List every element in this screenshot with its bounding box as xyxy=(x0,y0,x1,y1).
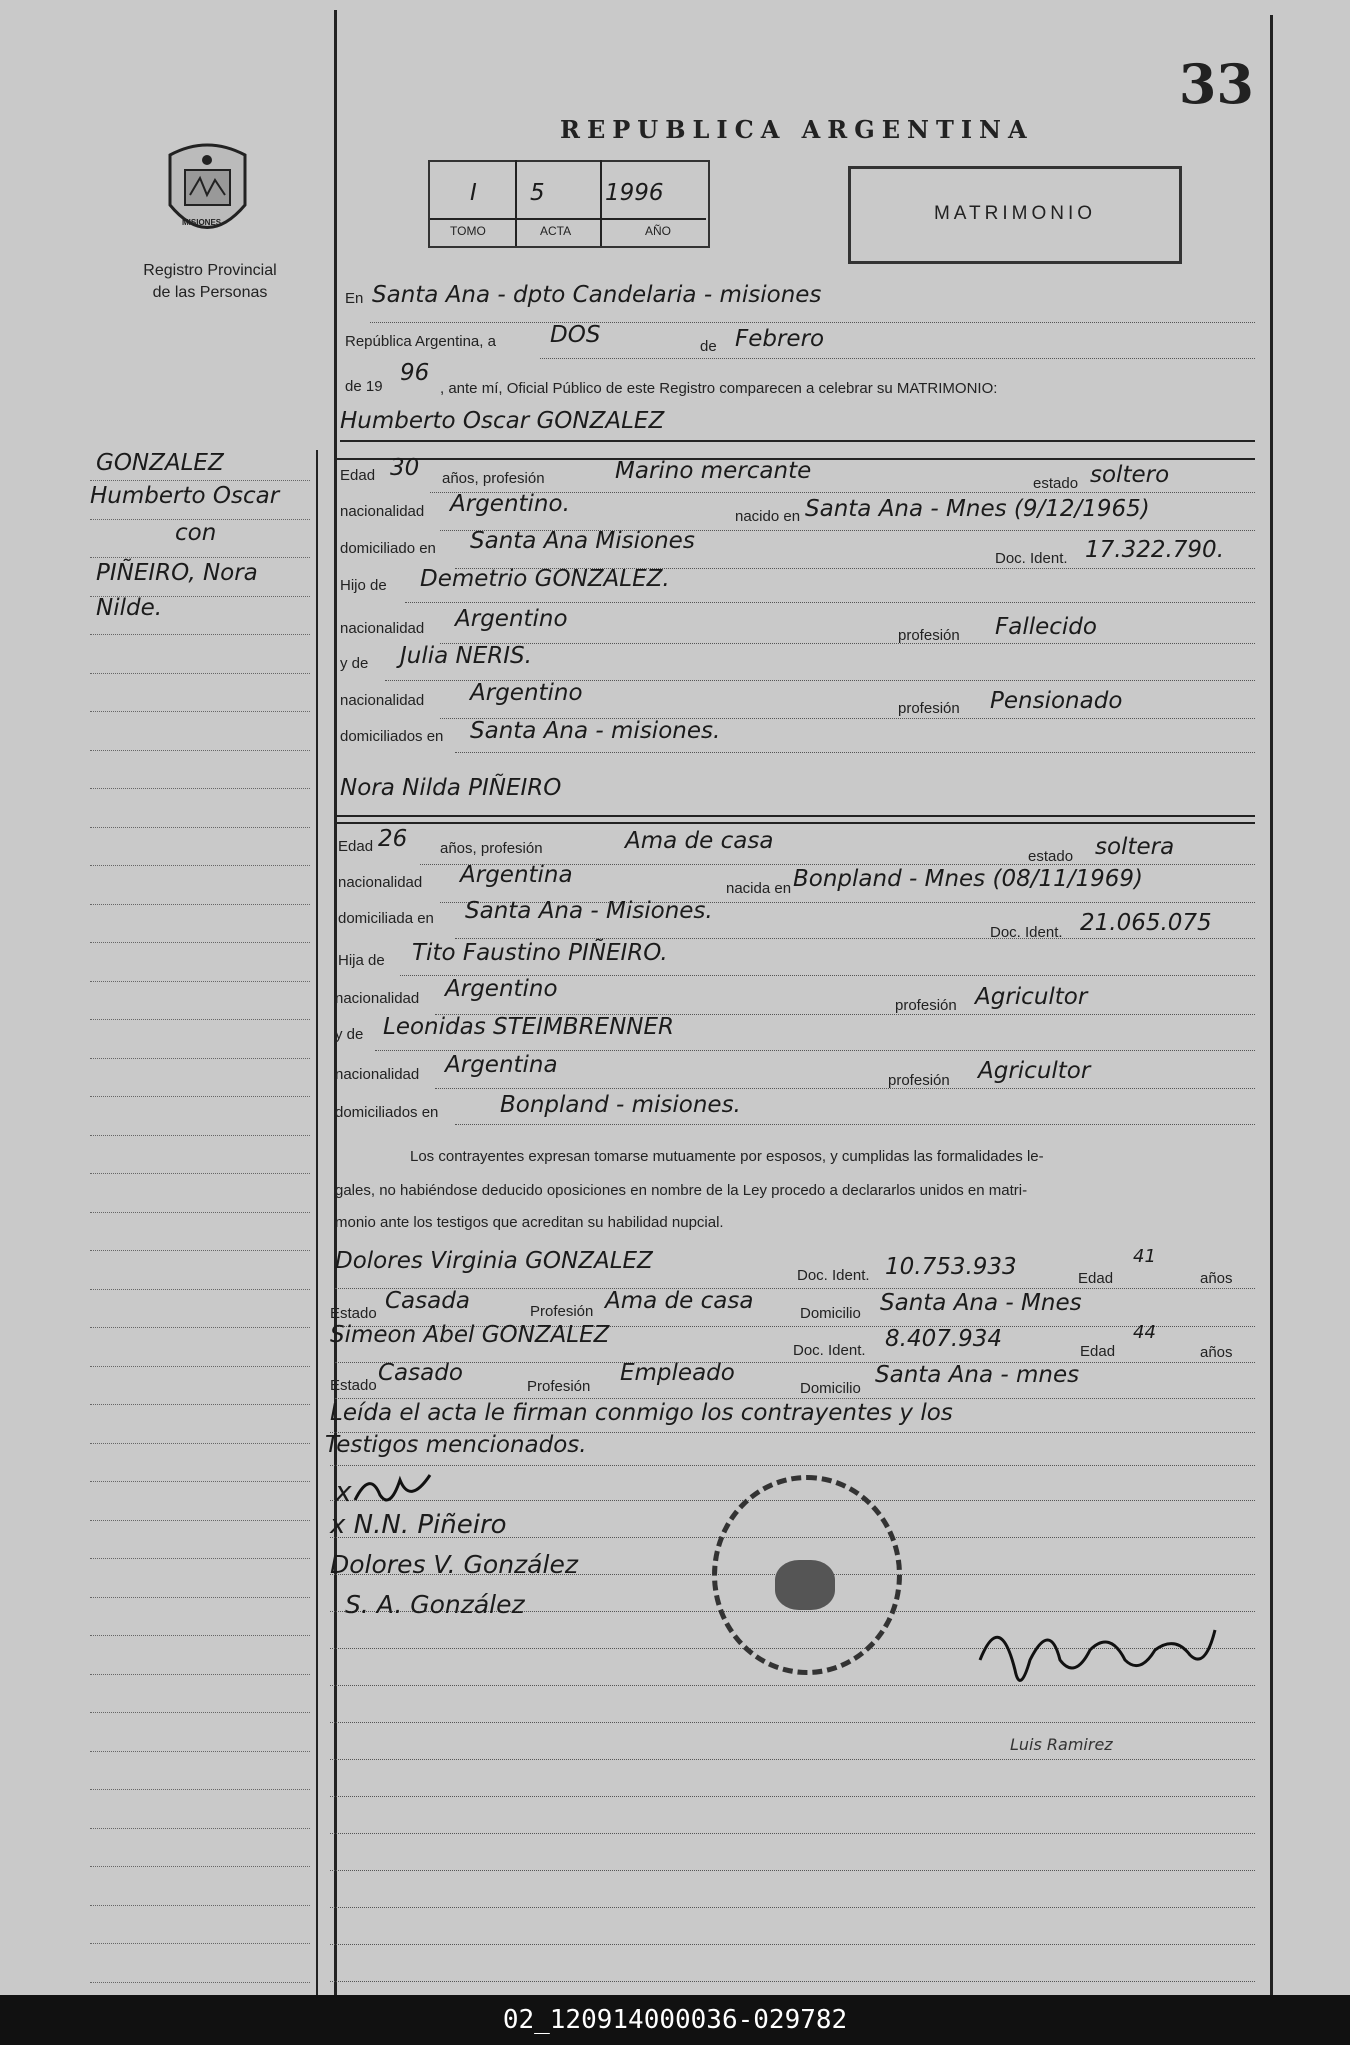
registry-line-2: de las Personas xyxy=(152,284,268,301)
witness-2-profesion: Empleado xyxy=(620,1360,735,1386)
groom-father-prof: Fallecido xyxy=(995,614,1097,640)
groom-nacido: Santa Ana - Mnes (9/12/1965) xyxy=(805,496,1150,522)
closing-line-2: Testigos mencionados. xyxy=(325,1432,587,1458)
groom-profesion: Marino mercante xyxy=(615,458,812,484)
bride-section-line xyxy=(334,822,1255,824)
bride-profesion-label: años, profesión xyxy=(440,840,543,857)
bride-estado-label: estado xyxy=(1028,848,1074,865)
groom-domicilio: Santa Ana Misiones xyxy=(470,528,695,554)
margin-rule xyxy=(90,519,310,520)
margin-rule xyxy=(90,711,310,712)
rule xyxy=(455,752,1255,753)
bride-nacionalidad: Argentina xyxy=(460,862,573,888)
margin-rule xyxy=(90,480,310,481)
signature-bride: x N.N. Piñeiro xyxy=(330,1510,507,1540)
witness-2-prof-label: Profesión xyxy=(527,1378,591,1395)
groom-nacionalidad: Argentino. xyxy=(450,491,570,517)
margin-rule xyxy=(90,750,310,751)
rule xyxy=(330,1465,1255,1466)
bride-mother-prof-label: profesión xyxy=(888,1072,950,1089)
bride-father-prof-label: profesión xyxy=(895,997,957,1014)
bride-name: Nora Nilda PIÑEIRO xyxy=(340,775,562,801)
margin-rule xyxy=(90,1173,310,1174)
margin-rule xyxy=(90,1443,310,1444)
signature-groom: x xyxy=(335,1475,352,1508)
record-box-divider-1 xyxy=(515,160,517,246)
groom-name-line xyxy=(340,440,1255,442)
bride-father: Tito Faustino PIÑEIRO. xyxy=(412,940,668,966)
signature-rule xyxy=(330,1981,1255,1982)
witness-2-domicilio: Santa Ana - mnes xyxy=(875,1362,1080,1388)
bride-mother-nac-label: nacionalidad xyxy=(335,1066,420,1083)
signature-witness-2: S. A. González xyxy=(345,1590,525,1619)
bride-parents-dom: Bonpland - misiones. xyxy=(500,1092,741,1118)
groom-mother-nac-label: nacionalidad xyxy=(340,692,425,709)
signature-rule xyxy=(330,1796,1255,1797)
bride-mother-prof: Agricultor xyxy=(978,1058,1091,1084)
margin-rule xyxy=(90,788,310,789)
witness-1-doc-label: Doc. Ident. xyxy=(797,1267,870,1284)
rule xyxy=(335,1362,1255,1363)
image-code-bar: 02_120914000036-029782 xyxy=(0,1995,1350,2045)
rule xyxy=(540,358,1255,359)
margin-rule xyxy=(90,1289,310,1290)
margin-rule xyxy=(90,1789,310,1790)
tomo-value: I xyxy=(470,180,477,206)
groom-edad-label: Edad xyxy=(340,467,376,484)
groom-mother-prof-label: profesión xyxy=(898,700,960,717)
official-signature xyxy=(960,1600,1230,1710)
rule xyxy=(405,602,1255,603)
margin-rule xyxy=(90,827,310,828)
record-box-divider-2 xyxy=(600,160,602,246)
margin-note-line-3: con xyxy=(175,520,217,546)
margin-note-line-1: GONZALEZ xyxy=(96,450,224,476)
margin-rule xyxy=(90,1058,310,1059)
margin-rule xyxy=(90,1250,310,1251)
witness-1-edad: 41 xyxy=(1133,1246,1156,1267)
intro-day: DOS xyxy=(550,322,601,348)
margin-rule xyxy=(90,1404,310,1405)
tomo-label: TOMO xyxy=(450,224,486,238)
groom-mother-prof: Pensionado xyxy=(990,688,1123,714)
acta-value: 5 xyxy=(530,180,545,206)
left-inner-line xyxy=(316,450,318,1995)
groom-nac-label: nacionalidad xyxy=(340,503,425,520)
right-border-line xyxy=(1270,15,1273,1995)
bride-edad: 26 xyxy=(378,826,408,852)
margin-rule xyxy=(90,1712,310,1713)
rule xyxy=(435,1088,1255,1089)
country-title: REPUBLICA ARGENTINA xyxy=(560,115,1034,144)
margin-rule xyxy=(90,1212,310,1213)
witness-2-dom-label: Domicilio xyxy=(800,1380,861,1397)
intro-de-label: de xyxy=(700,338,717,355)
intro-en-label: En xyxy=(345,290,364,307)
margin-note-line-2: Humberto Oscar xyxy=(90,483,280,509)
groom-father: Demetrio GONZALEZ. xyxy=(420,566,670,592)
official-seal-center xyxy=(775,1560,835,1610)
bride-doc-label: Doc. Ident. xyxy=(990,924,1063,941)
bride-profesion: Ama de casa xyxy=(625,828,774,854)
signature-rule xyxy=(330,1870,1255,1871)
rule xyxy=(455,938,1255,939)
margin-note-line-5: Nilde. xyxy=(96,595,163,621)
margin-rule xyxy=(90,673,310,674)
signature-rule xyxy=(330,1722,1255,1723)
margin-rule xyxy=(90,1751,310,1752)
margin-rule xyxy=(90,1558,310,1559)
groom-father-nac: Argentino xyxy=(455,606,568,632)
bride-father-nac-label: nacionalidad xyxy=(335,990,420,1007)
rule xyxy=(335,1398,1255,1399)
bride-yde-label: y de xyxy=(335,1026,364,1043)
official-signature-name: Luis Ramirez xyxy=(1010,1735,1113,1754)
intro-statement: , ante mí, Oficial Público de este Registro comparecen a celebrar su MATRIMONIO: xyxy=(440,380,998,397)
declaration-line-1: Los contrayentes expresan tomarse mutuamente por esposos, y cumplidas las formalidades le- xyxy=(410,1148,1044,1165)
margin-rule xyxy=(90,1096,310,1097)
groom-dom-label: domiciliado en xyxy=(340,540,436,557)
witness-2-name: Simeon Abel GONZALEZ xyxy=(330,1322,610,1348)
bride-nac-label: nacionalidad xyxy=(338,874,423,891)
rule xyxy=(440,643,1255,644)
intro-place: Santa Ana - dpto Candelaria - misiones xyxy=(372,282,822,308)
groom-estado: soltero xyxy=(1090,462,1170,488)
margin-note-line-4: PIÑEIRO, Nora xyxy=(96,560,258,586)
bride-name-line xyxy=(334,815,1255,817)
witness-1-name: Dolores Virginia GONZALEZ xyxy=(335,1248,653,1274)
signature-rule xyxy=(330,1759,1255,1760)
groom-estado-label: estado xyxy=(1033,475,1079,492)
witness-2-doc: 8.407.934 xyxy=(885,1326,1003,1352)
bride-edad-label: Edad xyxy=(338,838,374,855)
margin-rule xyxy=(90,1520,310,1521)
closing-line-1: Leída el acta le firman conmigo los contrayentes y los xyxy=(330,1400,953,1426)
margin-rule xyxy=(90,1674,310,1675)
bride-hija-label: Hija de xyxy=(338,952,385,969)
groom-edad: 30 xyxy=(390,455,420,481)
rule xyxy=(375,1050,1255,1051)
emblem-text: MISIONES xyxy=(182,218,222,227)
witness-2-edad-label: Edad xyxy=(1080,1343,1116,1360)
signature-rule xyxy=(330,1907,1255,1908)
groom-yde-label: y de xyxy=(340,655,369,672)
margin-rule xyxy=(90,1905,310,1906)
bride-father-prof: Agricultor xyxy=(975,984,1088,1010)
groom-parents-dom: Santa Ana - misiones. xyxy=(470,718,721,744)
groom-father-nac-label: nacionalidad xyxy=(340,620,425,637)
groom-doc: 17.322.790. xyxy=(1085,537,1224,563)
bride-mother-nac: Argentina xyxy=(445,1052,558,1078)
signature-witness-1: Dolores V. González xyxy=(330,1550,578,1579)
groom-nacido-label: nacido en xyxy=(735,508,801,525)
margin-rule xyxy=(90,981,310,982)
declaration-line-2: gales, no habiéndose deducido oposiciones en nombre de la Ley procedo a declararlos unidos en matri- xyxy=(335,1182,1028,1199)
bride-domicilio: Santa Ana - Misiones. xyxy=(465,898,713,924)
margin-rule xyxy=(90,1481,310,1482)
bride-estado: soltera xyxy=(1095,834,1175,860)
bride-mother: Leonidas STEIMBRENNER xyxy=(383,1014,675,1040)
rule xyxy=(370,322,1255,323)
margin-rule xyxy=(90,1135,310,1136)
witness-1-estado: Casada xyxy=(385,1288,470,1314)
bride-father-nac: Argentino xyxy=(445,976,558,1002)
witness-1-prof-label: Profesión xyxy=(530,1303,594,1320)
witness-2-estado: Casado xyxy=(378,1360,463,1386)
margin-rule xyxy=(90,904,310,905)
witness-1-doc: 10.753.933 xyxy=(885,1254,1017,1280)
record-box-label-line xyxy=(430,218,706,220)
margin-rule xyxy=(90,1982,310,1983)
witness-1-anios-label: años xyxy=(1200,1270,1233,1287)
margin-rule xyxy=(90,1943,310,1944)
witness-2-anios-label: años xyxy=(1200,1344,1233,1361)
margin-rule xyxy=(90,1327,310,1328)
groom-doc-label: Doc. Ident. xyxy=(995,550,1068,567)
rule xyxy=(455,1124,1255,1125)
margin-rule xyxy=(90,942,310,943)
bride-nacida-label: nacida en xyxy=(726,880,792,897)
margin-rule xyxy=(90,1635,310,1636)
witness-1-estado-label: Estado xyxy=(330,1305,377,1322)
witness-1-profesion: Ama de casa xyxy=(605,1288,754,1314)
anio-label: AÑO xyxy=(645,224,672,238)
groom-hijo-label: Hijo de xyxy=(340,577,387,594)
record-type: MATRIMONIO xyxy=(933,203,1097,224)
margin-rule xyxy=(90,1828,310,1829)
groom-profesion-label: años, profesión xyxy=(442,470,545,487)
signature-rule xyxy=(330,1944,1255,1945)
rule xyxy=(335,1288,1255,1289)
margin-rule xyxy=(90,1866,310,1867)
groom-father-prof-label: profesión xyxy=(898,627,960,644)
margin-rule xyxy=(90,634,310,635)
anio-value: 1996 xyxy=(605,180,664,206)
bride-nacida: Bonpland - Mnes (08/11/1969) xyxy=(793,866,1143,892)
witness-1-edad-label: Edad xyxy=(1078,1270,1114,1287)
intro-de19-label: de 19 xyxy=(345,378,383,395)
intro-republica-label: República Argentina, a xyxy=(345,333,496,350)
witness-2-edad: 44 xyxy=(1133,1322,1156,1343)
declaration-line-3: monio ante los testigos que acreditan su habilidad nupcial. xyxy=(335,1214,724,1231)
signature-groom-scrawl xyxy=(350,1465,450,1515)
margin-rule xyxy=(90,1366,310,1367)
margin-rule xyxy=(90,596,310,597)
bride-parents-dom-label: domiciliados en xyxy=(335,1104,439,1121)
groom-name: Humberto Oscar GONZALEZ xyxy=(340,408,665,434)
witness-1-domicilio: Santa Ana - Mnes xyxy=(880,1290,1082,1316)
province-emblem xyxy=(160,140,255,245)
margin-rule xyxy=(90,557,310,558)
witness-2-estado-label: Estado xyxy=(330,1377,377,1394)
registry-line-1: Registro Provincial xyxy=(143,262,277,279)
groom-parents-dom-label: domiciliados en xyxy=(340,728,444,745)
intro-year: 96 xyxy=(400,360,430,386)
witness-2-doc-label: Doc. Ident. xyxy=(793,1342,866,1359)
intro-month: Febrero xyxy=(735,326,825,352)
bride-doc: 21.065.075 xyxy=(1080,910,1212,936)
margin-rule xyxy=(90,1597,310,1598)
signature-rule xyxy=(330,1833,1255,1834)
margin-rule xyxy=(90,865,310,866)
page-number: 33 xyxy=(1178,52,1254,116)
bride-dom-label: domiciliada en xyxy=(338,910,434,927)
witness-1-dom-label: Domicilio xyxy=(800,1305,861,1322)
acta-label: ACTA xyxy=(540,224,572,238)
margin-rule xyxy=(90,1019,310,1020)
groom-mother: Julia NERIS. xyxy=(400,643,532,669)
groom-mother-nac: Argentino xyxy=(470,680,583,706)
